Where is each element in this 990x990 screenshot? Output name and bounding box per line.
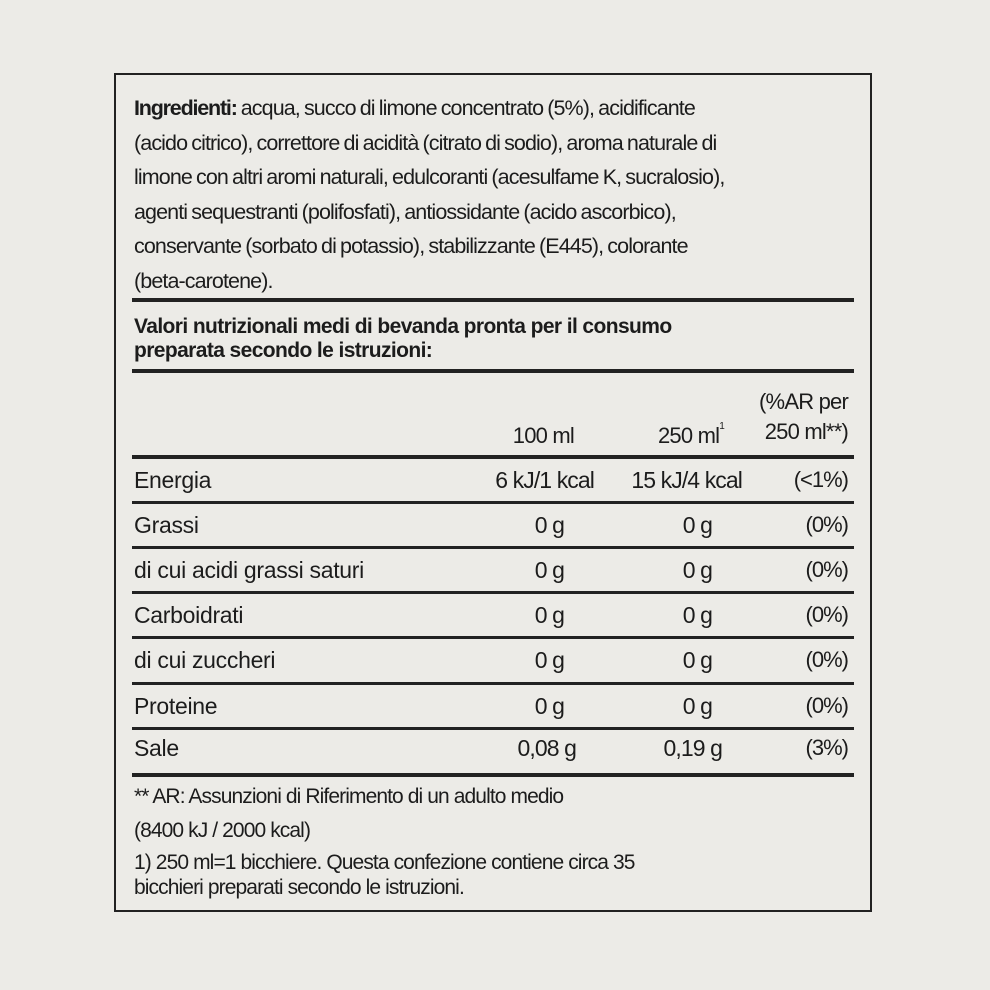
value-100ml: 0 g xyxy=(534,557,564,583)
ingredients-line-1 xyxy=(134,91,854,126)
ingredients-line-1-text: acqua, succo di limone concentrato (5%), acidificante xyxy=(236,96,695,120)
value-ar: (0%) xyxy=(805,602,848,627)
nutrient-name: Proteine xyxy=(134,693,218,719)
value-ar: (<1%) xyxy=(793,467,848,492)
table-row xyxy=(132,504,854,548)
nutrition-label-box xyxy=(114,73,872,912)
table-row xyxy=(132,549,854,593)
value-250ml: 0 g xyxy=(682,647,712,673)
divider-title xyxy=(132,369,854,373)
value-100ml: 0,08 g xyxy=(517,735,576,761)
table-row xyxy=(132,594,854,638)
column-header-250ml-text: 250 ml xyxy=(658,423,720,448)
footnote-ar-values: (8400 kJ / 2000 kcal) xyxy=(134,819,311,842)
divider-table-end xyxy=(132,773,854,777)
nutrient-name: Sale xyxy=(134,735,179,761)
nutrition-title xyxy=(134,315,854,363)
ingredients-line-4: agenti sequestranti (polifosfati), antiossidante (acido ascorbico), xyxy=(134,199,676,224)
value-ar: (3%) xyxy=(805,735,848,760)
table-row xyxy=(132,727,854,771)
ingredients-line-5: conservante (sorbato di potassio), stabilizzante (E445), colorante xyxy=(134,234,688,258)
nutrient-name: di cui acidi grassi saturi xyxy=(134,557,364,583)
nutrition-title-line-2: preparata secondo le istruzioni: xyxy=(134,339,433,362)
ingredients-line-6: (beta-carotene). xyxy=(134,268,273,293)
footnote-glass-continued: bicchieri preparati secondo le istruzioni. xyxy=(134,876,464,899)
footnote-marker: 1 xyxy=(719,421,724,432)
value-100ml: 6 kJ/1 kcal xyxy=(495,467,594,493)
value-100ml: 0 g xyxy=(534,602,564,628)
footnote-glass: 1) 250 ml=1 bicchiere. Questa confezione contiene circa 35 xyxy=(134,851,635,874)
ingredients-line-3: limone con altri aromi naturali, edulcoranti (acesulfame K, sucralosio), xyxy=(134,165,725,189)
value-100ml: 0 g xyxy=(534,693,564,719)
column-header-250ml xyxy=(658,423,724,449)
ingredients-text xyxy=(134,91,854,298)
value-ar: (0%) xyxy=(805,693,848,718)
ingredients-line-2: (acido citrico), correttore di acidità (citrato di sodio), aroma naturale di xyxy=(134,130,717,155)
value-250ml: 0 g xyxy=(682,512,712,538)
nutrition-title-line-1: Valori nutrizionali medi di bevanda pronta per il consumo xyxy=(134,315,672,338)
nutrient-name: di cui zuccheri xyxy=(134,647,276,673)
value-100ml: 0 g xyxy=(534,512,564,538)
footnote-ar-definition: ** AR: Assunzioni di Riferimento di un adulto medio xyxy=(134,785,564,808)
nutrient-name: Carboidrati xyxy=(134,602,244,628)
column-header-ar-line-1: (%AR per xyxy=(759,389,848,414)
value-ar: (0%) xyxy=(805,647,848,672)
value-250ml: 15 kJ/4 kcal xyxy=(631,467,742,493)
column-header-ar-line-2: 250 ml**) xyxy=(764,419,848,444)
value-ar: (0%) xyxy=(805,512,848,537)
divider-ingredients xyxy=(132,298,854,302)
value-250ml: 0 g xyxy=(682,602,712,628)
value-250ml: 0 g xyxy=(682,557,712,583)
column-header-100ml: 100 ml xyxy=(512,423,574,448)
value-250ml: 0,19 g xyxy=(663,735,722,761)
table-row xyxy=(132,459,854,503)
value-ar: (0%) xyxy=(805,557,848,582)
nutrient-name: Grassi xyxy=(134,512,199,538)
table-row xyxy=(132,685,854,729)
value-100ml: 0 g xyxy=(534,647,564,673)
table-row xyxy=(132,639,854,683)
ingredients-label: Ingredienti: xyxy=(134,96,237,120)
value-250ml: 0 g xyxy=(682,693,712,719)
nutrient-name: Energia xyxy=(134,467,212,493)
column-header-ar xyxy=(759,389,848,445)
